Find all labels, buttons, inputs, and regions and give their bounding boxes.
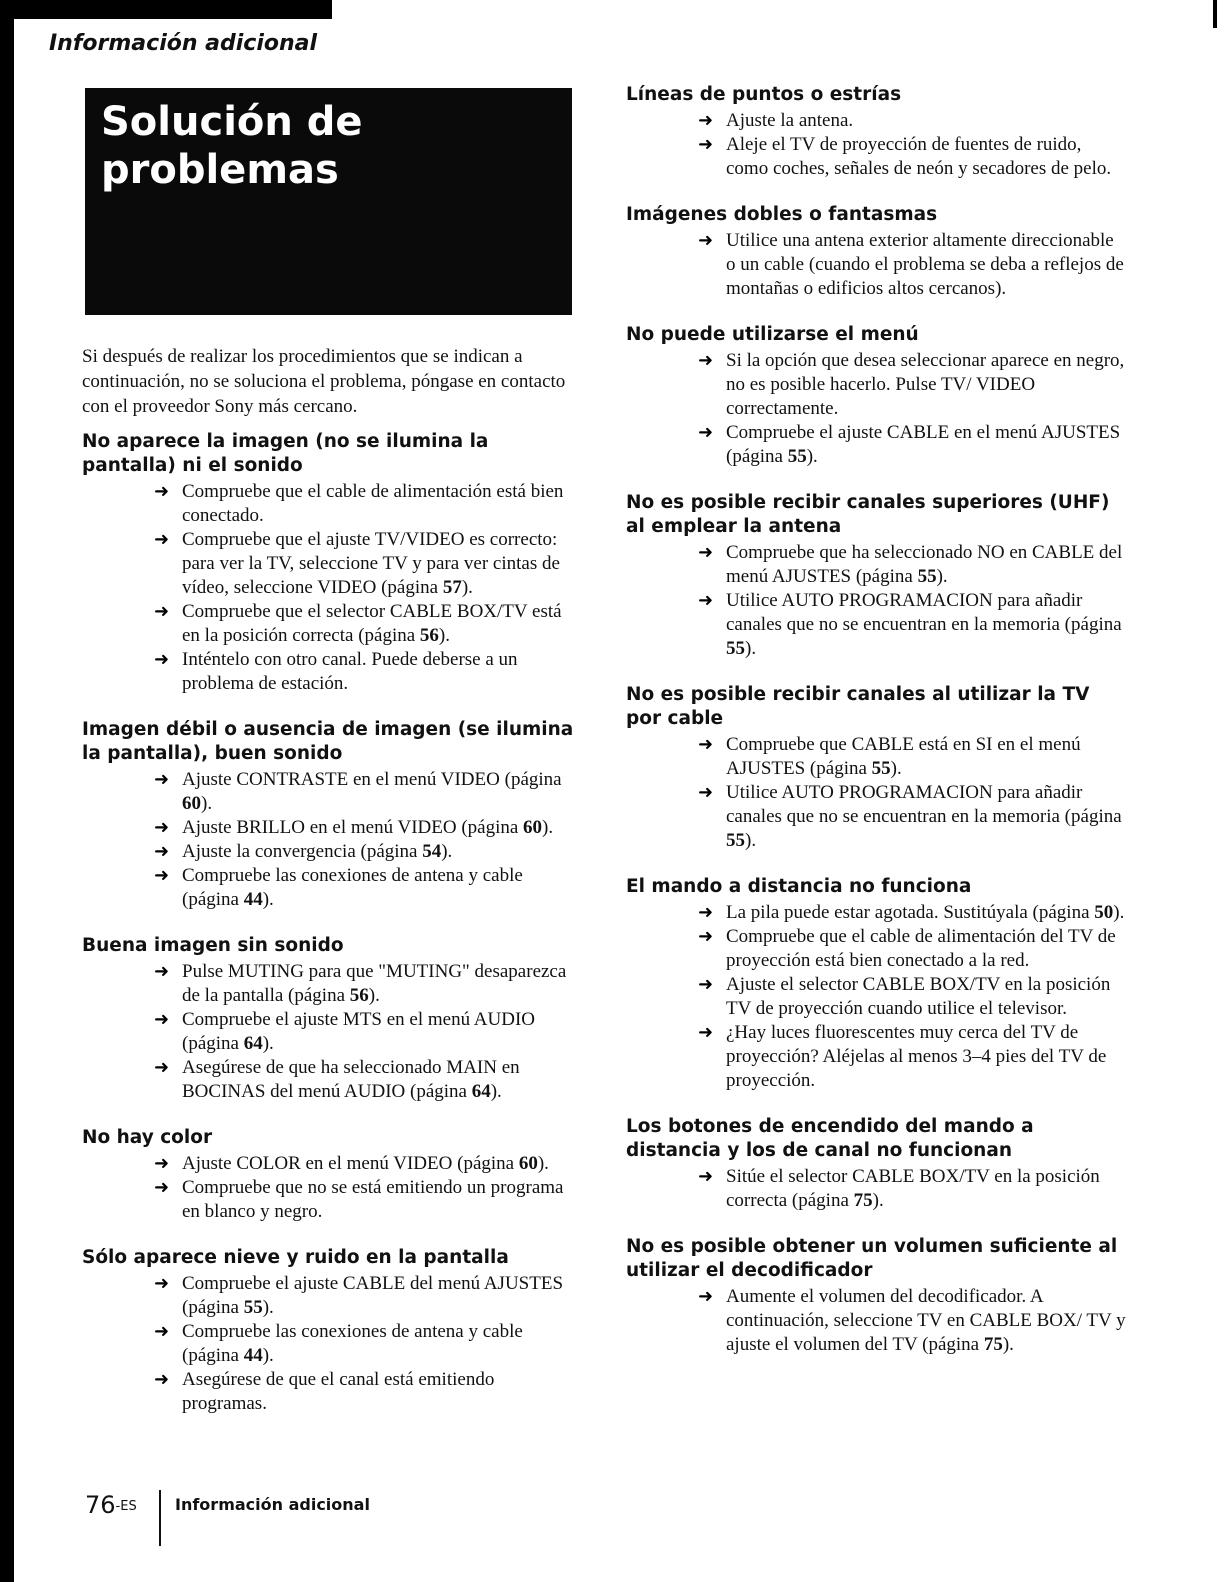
- remedy-item: [82, 480, 582, 528]
- remedy-item: [82, 864, 582, 912]
- remedy-list: [82, 480, 582, 696]
- remedy-item: [82, 960, 582, 1008]
- remedy-suffix: ).: [872, 1190, 884, 1211]
- page-reference: 60: [518, 1153, 538, 1174]
- trouble-title: Líneas de puntos o estrías: [626, 84, 902, 105]
- arrow-right-icon: ➜: [698, 350, 714, 371]
- remedy-item: [626, 925, 1126, 973]
- arrow-right-icon: ➜: [154, 1057, 170, 1078]
- remedy-text: Ajuste la antena.: [726, 110, 854, 131]
- remedy-text: La pila puede estar agotada. Sustitúyala (página: [726, 902, 1095, 923]
- remedy-list: [626, 541, 1126, 661]
- arrow-right-icon: ➜: [154, 529, 170, 550]
- remedy-item: [82, 600, 582, 648]
- arrow-right-icon: ➜: [154, 1321, 170, 1342]
- page-reference: 64: [471, 1081, 491, 1102]
- remedy-item: [82, 1056, 582, 1104]
- remedy-text: Aumente el volumen del decodificador. A continuación, seleccione TV en CABLE BOX/ TV y ajuste el volumen del TV (página: [726, 1286, 1126, 1355]
- trouble-item: [82, 718, 582, 912]
- remedy-item: [626, 133, 1126, 181]
- top-edge-bar: [0, 0, 332, 19]
- page-reference: 75: [853, 1190, 873, 1211]
- remedy-list: [82, 1272, 582, 1416]
- remedy-item: [82, 768, 582, 816]
- trouble-title: Buena imagen sin sonido: [82, 935, 344, 956]
- page-reference: 50: [1094, 902, 1114, 923]
- trouble-title: No es posible recibir canales al utilizar la TV por cable: [626, 684, 1090, 729]
- remedy-list: [626, 229, 1126, 301]
- arrow-right-icon: ➜: [154, 1177, 170, 1198]
- remedy-list: [82, 960, 582, 1104]
- remedy-list: [626, 901, 1126, 1093]
- remedy-item: [626, 973, 1126, 1021]
- remedy-item: [626, 901, 1126, 925]
- remedy-text: Compruebe el ajuste MTS en el menú AUDIO (página: [182, 1009, 536, 1054]
- remedy-suffix: ).: [368, 985, 380, 1006]
- trouble-item: [626, 323, 1126, 469]
- remedy-text: Ajuste COLOR en el menú VIDEO (página: [182, 1153, 519, 1174]
- arrow-right-icon: ➜: [698, 590, 714, 611]
- remedy-suffix: ).: [461, 577, 473, 598]
- remedy-suffix: ).: [262, 1033, 274, 1054]
- remedy-list: [82, 1152, 582, 1224]
- arrow-right-icon: ➜: [698, 422, 714, 443]
- remedy-list: [82, 768, 582, 912]
- remedy-item: [82, 1008, 582, 1056]
- trouble-title: Imagen débil o ausencia de imagen (se ilumina la pantalla), buen sonido: [82, 719, 574, 764]
- remedy-text: Asegúrese de que el canal está emitiendo programas.: [182, 1369, 495, 1414]
- remedy-text: Inténtelo con otro canal. Puede deberse a un problema de estación.: [182, 649, 518, 694]
- right-edge-mark: [1213, 0, 1217, 28]
- page-reference: 75: [983, 1334, 1003, 1355]
- remedy-suffix: ).: [1002, 1334, 1014, 1355]
- page-reference: 56: [419, 625, 439, 646]
- trouble-item: [626, 1115, 1126, 1213]
- remedy-text: Compruebe que CABLE está en SI en el menú AJUSTES (página: [726, 734, 1081, 779]
- trouble-title: No aparece la imagen (no se ilumina la pantalla) ni el sonido: [82, 431, 489, 476]
- remedy-item: [626, 1165, 1126, 1213]
- remedy-item: [82, 1368, 582, 1416]
- remedy-text: Compruebe el ajuste CABLE del menú AJUSTES (página: [182, 1273, 564, 1318]
- arrow-right-icon: ➜: [154, 601, 170, 622]
- arrow-right-icon: ➜: [154, 1273, 170, 1294]
- right-trouble-list: [626, 83, 1126, 1357]
- trouble-title: Sólo aparece nieve y ruido en la pantalla: [82, 1247, 509, 1268]
- arrow-right-icon: ➜: [154, 961, 170, 982]
- arrow-right-icon: ➜: [698, 1286, 714, 1307]
- remedy-text: Sitúe el selector CABLE BOX/TV en la posición correcta (página: [726, 1166, 1100, 1211]
- arrow-right-icon: ➜: [698, 110, 714, 131]
- arrow-right-icon: ➜: [154, 649, 170, 670]
- right-column: [626, 83, 1126, 1379]
- remedy-list: [626, 1285, 1126, 1357]
- remedy-text: ¿Hay luces fluorescentes muy cerca del TV de proyección? Aléjelas al menos 3–4 pies del TV de proyección.: [726, 1022, 1107, 1091]
- remedy-text: Compruebe el ajuste CABLE en el menú AJUSTES (página: [726, 422, 1121, 467]
- trouble-title: El mando a distancia no funciona: [626, 876, 972, 897]
- remedy-text: Ajuste el selector CABLE BOX/TV en la posición TV de proyección cuando utilice el televisor.: [726, 974, 1111, 1019]
- remedy-item: [82, 1272, 582, 1320]
- footer-divider: [159, 1490, 161, 1546]
- remedy-item: [626, 733, 1126, 781]
- remedy-suffix: ).: [890, 758, 902, 779]
- remedy-item: [626, 421, 1126, 469]
- remedy-text: Compruebe que el selector CABLE BOX/TV está en la posición correcta (página: [182, 601, 562, 646]
- remedy-suffix: ).: [537, 1153, 549, 1174]
- remedy-suffix: ).: [438, 625, 450, 646]
- remedy-suffix: ).: [262, 889, 274, 910]
- title-box: [85, 88, 572, 315]
- trouble-item: [626, 203, 1126, 301]
- remedy-text: Compruebe que el cable de alimentación del TV de proyección está bien conectado a la red.: [726, 926, 1116, 971]
- remedy-suffix: ).: [490, 1081, 502, 1102]
- remedy-text: Compruebe las conexiones de antena y cable (página: [182, 865, 523, 910]
- remedy-suffix: ).: [1113, 902, 1125, 923]
- arrow-right-icon: ➜: [698, 230, 714, 251]
- arrow-right-icon: ➜: [154, 1153, 170, 1174]
- trouble-title: No es posible recibir canales superiores (UHF) al emplear la antena: [626, 492, 1110, 537]
- remedy-item: [82, 816, 582, 840]
- left-column: [82, 344, 582, 1438]
- section-header: Información adicional: [49, 31, 318, 56]
- remedy-text: Compruebe las conexiones de antena y cable (página: [182, 1321, 523, 1366]
- intro-paragraph: Si después de realizar los procedimientos que se indican a continuación, no se soluciona el problema, póngase en contacto con el proveedor Sony más cercano.: [82, 346, 566, 417]
- remedy-item: [82, 1176, 582, 1224]
- page-reference: 55: [726, 830, 745, 851]
- trouble-item: [82, 934, 582, 1104]
- remedy-item: [626, 1021, 1126, 1093]
- remedy-text: Ajuste la convergencia (página: [182, 841, 423, 862]
- page-reference: 44: [243, 1345, 263, 1366]
- remedy-text: Utilice AUTO PROGRAMACION para añadir canales que no se encuentran en la memoria (página: [726, 590, 1122, 635]
- page-reference: 44: [243, 889, 263, 910]
- trouble-item: [82, 1246, 582, 1416]
- page-number-value: 76: [85, 1491, 116, 1519]
- page-number: [85, 1490, 137, 1520]
- remedy-item: [82, 1320, 582, 1368]
- page-reference: 57: [442, 577, 462, 598]
- remedy-text: Si la opción que desea seleccionar aparece en negro, no es posible hacerlo. Pulse TV/ VIDEO correctamente.: [726, 350, 1125, 419]
- trouble-item: [626, 683, 1126, 853]
- remedy-text: Ajuste BRILLO en el menú VIDEO (página: [182, 817, 524, 838]
- arrow-right-icon: ➜: [154, 865, 170, 886]
- page-reference: 55: [243, 1297, 263, 1318]
- arrow-right-icon: ➜: [698, 1022, 714, 1043]
- page-reference: 55: [917, 566, 937, 587]
- page-reference: 64: [243, 1033, 263, 1054]
- remedy-item: [626, 229, 1126, 301]
- remedy-text: Aleje el TV de proyección de fuentes de ruido, como coches, señales de neón y secadores de pelo.: [726, 134, 1112, 179]
- trouble-item: [626, 1235, 1126, 1357]
- arrow-right-icon: ➜: [698, 782, 714, 803]
- page-title-line: problemas: [101, 147, 339, 193]
- page-reference: 55: [787, 446, 807, 467]
- remedy-item: [82, 840, 582, 864]
- arrow-right-icon: ➜: [698, 1166, 714, 1187]
- remedy-suffix: ).: [262, 1297, 274, 1318]
- remedy-suffix: ).: [542, 817, 554, 838]
- remedy-item: [626, 589, 1126, 661]
- arrow-right-icon: ➜: [154, 769, 170, 790]
- remedy-text: Compruebe que ha seleccionado NO en CABLE del menú AJUSTES (página: [726, 542, 1123, 587]
- trouble-title: No hay color: [82, 1127, 213, 1148]
- arrow-right-icon: ➜: [698, 542, 714, 563]
- remedy-text: Compruebe que el cable de alimentación está bien conectado.: [182, 481, 564, 526]
- remedy-item: [82, 648, 582, 696]
- remedy-item: [82, 1152, 582, 1176]
- remedy-text: Compruebe que no se está emitiendo un programa en blanco y negro.: [182, 1177, 564, 1222]
- page-title-line: Solución de: [101, 99, 363, 145]
- page-reference: 60: [523, 817, 543, 838]
- remedy-suffix: ).: [441, 841, 453, 862]
- left-edge-bar: [0, 0, 14, 1582]
- left-trouble-list: [82, 430, 582, 1416]
- trouble-item: [626, 491, 1126, 661]
- page-reference: 54: [422, 841, 442, 862]
- remedy-item: [626, 1285, 1126, 1357]
- remedy-suffix: ).: [745, 638, 757, 659]
- arrow-right-icon: ➜: [154, 817, 170, 838]
- remedy-item: [626, 541, 1126, 589]
- trouble-title: Imágenes dobles o fantasmas: [626, 204, 938, 225]
- remedy-text: Pulse MUTING para que "MUTING" desaparezca de la pantalla (página: [182, 961, 567, 1006]
- remedy-text: Asegúrese de que ha seleccionado MAIN en BOCINAS del menú AUDIO (página: [182, 1057, 520, 1102]
- trouble-item: [626, 875, 1126, 1093]
- arrow-right-icon: ➜: [154, 841, 170, 862]
- arrow-right-icon: ➜: [698, 902, 714, 923]
- remedy-suffix: ).: [806, 446, 818, 467]
- trouble-title: No es posible obtener un volumen suficiente al utilizar el decodificador: [626, 1236, 1118, 1281]
- trouble-title: Los botones de encendido del mando a distancia y los de canal no funcionan: [626, 1116, 1034, 1161]
- arrow-right-icon: ➜: [154, 481, 170, 502]
- remedy-text: Utilice una antena exterior altamente direccionable o un cable (cuando el problema se deba a reflejos de montañas o edificios altos cercanos).: [726, 230, 1124, 299]
- arrow-right-icon: ➜: [154, 1009, 170, 1030]
- page-reference: 60: [182, 793, 201, 814]
- trouble-item: [626, 83, 1126, 181]
- arrow-right-icon: ➜: [698, 134, 714, 155]
- remedy-item: [82, 528, 582, 600]
- remedy-list: [626, 349, 1126, 469]
- page-reference: 55: [726, 638, 745, 659]
- remedy-text: Compruebe que el ajuste TV/VIDEO es correcto: para ver la TV, seleccione TV y para ver cintas de vídeo, seleccione VIDEO (página: [182, 529, 560, 598]
- footer-section-label: Información adicional: [175, 1495, 370, 1514]
- remedy-item: [626, 109, 1126, 133]
- remedy-suffix: ).: [745, 830, 757, 851]
- remedy-list: [626, 109, 1126, 181]
- trouble-item: [82, 1126, 582, 1224]
- remedy-list: [626, 733, 1126, 853]
- page-reference: 55: [871, 758, 891, 779]
- remedy-suffix: ).: [262, 1345, 274, 1366]
- remedy-suffix: ).: [201, 793, 213, 814]
- page-number-suffix: -ES: [115, 1499, 137, 1514]
- page-title: [101, 98, 572, 194]
- remedy-item: [626, 781, 1126, 853]
- remedy-text: Ajuste CONTRASTE en el menú VIDEO (página: [182, 769, 562, 790]
- arrow-right-icon: ➜: [698, 974, 714, 995]
- page-reference: 56: [349, 985, 369, 1006]
- trouble-title: No puede utilizarse el menú: [626, 324, 919, 345]
- remedy-suffix: ).: [936, 566, 948, 587]
- arrow-right-icon: ➜: [154, 1369, 170, 1390]
- arrow-right-icon: ➜: [698, 926, 714, 947]
- arrow-right-icon: ➜: [698, 734, 714, 755]
- remedy-text: Utilice AUTO PROGRAMACION para añadir canales que no se encuentran en la memoria (página: [726, 782, 1122, 827]
- remedy-list: [626, 1165, 1126, 1213]
- trouble-item: [82, 430, 582, 696]
- remedy-item: [626, 349, 1126, 421]
